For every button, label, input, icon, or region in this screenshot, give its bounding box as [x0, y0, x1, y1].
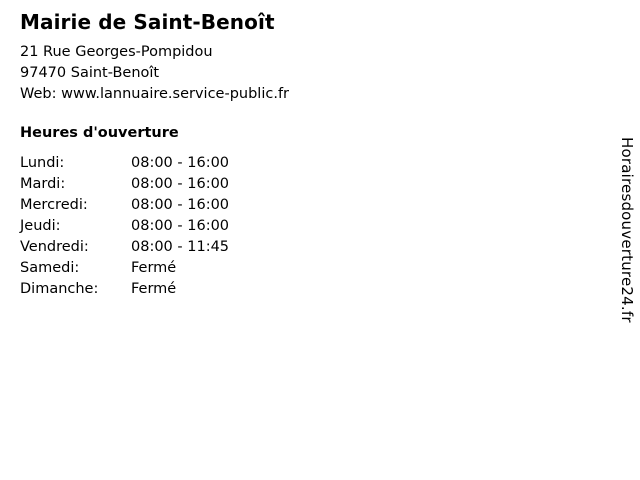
day-label: Jeudi: [20, 218, 61, 234]
day-label: Lundi: [20, 155, 65, 171]
table-row [20, 279, 271, 300]
day-label: Dimanche: [20, 281, 99, 297]
table-row [20, 195, 271, 216]
address-web: Web: www.lannuaire.service-public.fr [20, 86, 290, 102]
opening-hours-table [20, 153, 271, 300]
day-label: Samedi: [20, 260, 80, 276]
page-title: Mairie de Saint-Benoît [20, 10, 275, 34]
day-hours: Fermé [131, 281, 177, 297]
address-block [20, 42, 289, 105]
table-row [20, 237, 271, 258]
day-hours: 08:00 - 16:00 [131, 218, 230, 234]
day-hours: Fermé [131, 260, 177, 276]
watermark-text: Horairesdouverture24.fr [618, 137, 636, 323]
day-label: Vendredi: [20, 239, 89, 255]
table-row [20, 258, 271, 279]
table-row [20, 216, 271, 237]
table-row [20, 174, 271, 195]
opening-hours-heading: Heures d'ouverture [20, 125, 179, 141]
day-hours: 08:00 - 11:45 [131, 239, 230, 255]
day-hours: 08:00 - 16:00 [131, 176, 230, 192]
address-street: 21 Rue Georges-Pompidou [20, 44, 213, 60]
table-row [20, 153, 271, 174]
day-label: Mardi: [20, 176, 66, 192]
day-hours: 08:00 - 16:00 [131, 197, 230, 213]
day-hours: 08:00 - 16:00 [131, 155, 230, 171]
day-label: Mercredi: [20, 197, 88, 213]
address-city: 97470 Saint-Benoît [20, 65, 160, 81]
